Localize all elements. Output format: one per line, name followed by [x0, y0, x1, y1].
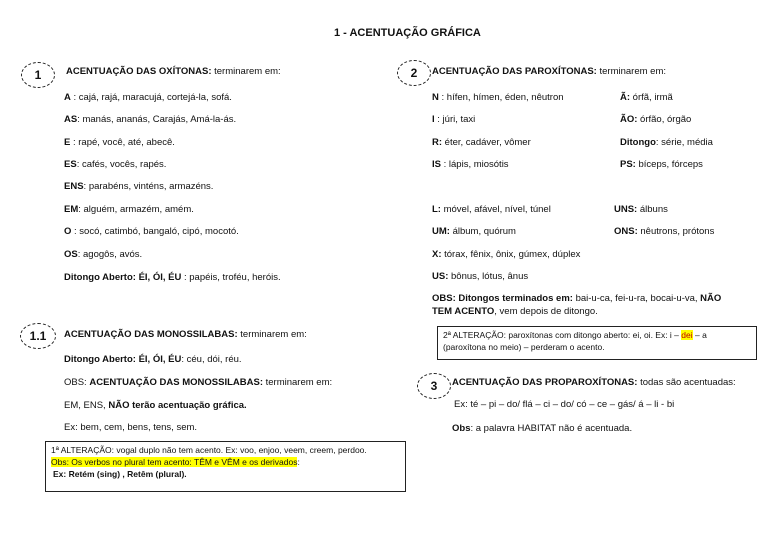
box-line-2: [51, 456, 400, 468]
obs-bold-2: NÃO: [697, 293, 722, 304]
row-key: UM:: [432, 226, 450, 237]
obs-label: OBS:: [64, 377, 90, 388]
paroxitona-row: [620, 137, 713, 149]
heading-bold: ACENTUAÇÃO DAS OXÍTONAS:: [66, 66, 212, 77]
oxitona-row: [64, 159, 166, 171]
row-value: : lápis, miosótis: [440, 159, 509, 170]
paroxitona-row: [620, 114, 691, 126]
row-key: UNS:: [614, 204, 638, 215]
paroxitona-row: [432, 159, 509, 171]
heading-bold: ACENTUAÇÃO DAS PAROXÍTONAS:: [432, 66, 597, 77]
oxitona-row: [64, 204, 194, 216]
row-value: : manás, ananás, Carajás, Amá-la-ás.: [77, 114, 237, 125]
row-value: bônus, lótus, ânus: [448, 271, 529, 282]
monossilabas-obs-row: [64, 377, 332, 389]
paroxitona-row: [432, 137, 531, 149]
row-value: órfã, irmã: [630, 92, 673, 103]
section-3-heading: [452, 377, 736, 389]
row-value: : socó, catimbó, bangaló, cipó, mocotó.: [71, 226, 239, 237]
section-1-number: 1: [21, 62, 55, 88]
row-key: O: [64, 226, 72, 237]
monossilabas-ditongo-row: [64, 354, 242, 366]
row-value: éter, cadáver, vômer: [442, 137, 531, 148]
heading-bold: ACENTUAÇÃO DAS PROPAROXÍTONAS:: [452, 377, 638, 388]
alteracao-1-box: [45, 441, 406, 492]
section-1-1-number: 1.1: [20, 323, 56, 349]
row-key: AS: [64, 114, 78, 125]
row-value: : céu, dói, réu.: [181, 354, 242, 365]
row-value: : papéis, troféu, heróis.: [181, 272, 281, 283]
row-key: ES: [64, 159, 77, 170]
oxitona-row: [64, 137, 175, 149]
highlighted-text: dei: [681, 330, 693, 340]
proparoxitonas-example: Ex: té – pi – do/ flá – ci – do/ có – ce – gás/ á – li - bi: [454, 399, 675, 410]
proparoxitonas-obs: [452, 423, 632, 435]
row-key: L:: [432, 204, 441, 215]
monossilabas-rule-row: [64, 400, 247, 412]
rule-text: EM, ENS,: [64, 400, 109, 411]
paroxitona-row: [620, 92, 673, 104]
obs-label: Obs: [452, 423, 471, 434]
row-key: ÃO:: [620, 114, 638, 125]
row-value: álbuns: [637, 204, 668, 215]
obs-bold: TEM ACENTO: [432, 306, 495, 317]
highlighted-text: Obs: Os verbos no plural tem acento: TÊM e VÊM e os derivados: [51, 457, 298, 467]
row-key: EM: [64, 204, 79, 215]
paroxitona-row: [614, 226, 714, 238]
obs-rest: : a palavra HABITAT não é acentuada.: [470, 423, 633, 434]
obs-rest: terminarem em:: [262, 377, 333, 388]
row-key: Ditongo: [620, 137, 656, 148]
row-key: PS:: [620, 159, 636, 170]
paroxitona-row: [432, 249, 580, 261]
row-key: IS: [432, 159, 441, 170]
oxitona-row: [64, 181, 213, 193]
paroxitona-row: [614, 204, 668, 216]
heading-rest: terminarem em:: [596, 66, 667, 77]
row-key: R:: [432, 137, 443, 148]
row-value: bíceps, fórceps: [635, 159, 703, 170]
row-value: : alguém, armazém, amém.: [78, 204, 194, 215]
row-value: : rapé, você, até, abecê.: [70, 137, 175, 148]
obs-bold: OBS: Ditongos terminados em:: [432, 293, 573, 304]
obs-rest: , vem depois de ditongo.: [494, 306, 598, 317]
row-value: álbum, quórum: [449, 226, 516, 237]
monossilabas-example: Ex: bem, cem, bens, tens, sem.: [64, 422, 198, 433]
row-key: US:: [432, 271, 449, 282]
row-value: móvel, afável, nível, túnel: [440, 204, 551, 215]
oxitona-row: [64, 249, 142, 261]
box-line-1: [443, 329, 751, 341]
oxitona-row: [64, 114, 236, 126]
row-key: Ditongo Aberto: ÉI, ÓI, ÉU: [64, 272, 182, 283]
row-key: I: [432, 114, 435, 125]
section-3-number: 3: [417, 373, 451, 399]
row-value: : hífen, hímen, éden, nêutron: [438, 92, 564, 103]
row-value: : cafés, vocês, rapés.: [76, 159, 167, 170]
oxitona-row: [64, 272, 281, 284]
paroxitonas-obs-line-2: [432, 306, 598, 318]
box-text-a: 2ª ALTERAÇÃO: paroxítonas com ditongo aberto: ei, oi. Ex: i –: [443, 330, 682, 340]
row-key: E: [64, 137, 71, 148]
heading-rest: terminarem em:: [237, 329, 307, 340]
paroxitona-row: [432, 92, 564, 104]
box-text-b: – a: [692, 330, 707, 340]
row-key: ONS:: [614, 226, 638, 237]
obs-bold: ACENTUAÇÃO DAS MONOSSILABAS:: [89, 377, 263, 388]
row-key: ENS: [64, 181, 84, 192]
section-1-1-heading: [64, 329, 307, 341]
paroxitona-row: [432, 204, 551, 216]
paroxitona-row: [432, 271, 528, 283]
box-line-3: Ex: Retém (sing) , Retêm (plural).: [53, 469, 187, 479]
oxitona-row: [64, 226, 239, 238]
alteracao-2-box: [437, 326, 757, 360]
heading-bold: ACENTUAÇÃO DAS MONOSSILABAS:: [64, 329, 238, 340]
row-key: Ã:: [620, 92, 631, 103]
heading-rest: todas são acentuadas:: [637, 377, 736, 388]
row-key: A: [64, 92, 71, 103]
box-line-1: 1ª ALTERAÇÃO: vogal duplo não tem acento. Ex: voo, enjoo, veem, creem, perdoo.: [51, 445, 367, 455]
oxitona-row: [64, 92, 232, 104]
row-value: : cajá, rajá, maracujá, cortejá-la, sofá.: [70, 92, 232, 103]
obs-rest: bai-u-ca, fei-u-ra, bocai-u-va,: [572, 293, 698, 304]
box-line-2: (paroxítona no meio) – perderam o acento.: [443, 342, 605, 352]
row-key: Ditongo Aberto: ÉI, ÓI, ÉU: [64, 354, 182, 365]
row-key: X:: [432, 249, 442, 260]
row-value: tórax, fênix, ônix, gúmex, dúplex: [441, 249, 581, 260]
row-value: : parabéns, vinténs, armazéns.: [83, 181, 214, 192]
row-key: OS: [64, 249, 78, 260]
section-2-heading: [432, 66, 666, 78]
row-value: órfão, órgão: [637, 114, 692, 125]
paroxitona-row: [432, 114, 475, 126]
row-key: N: [432, 92, 439, 103]
paroxitonas-obs-line-1: [432, 293, 721, 305]
section-2-number: 2: [397, 60, 431, 86]
row-value: nêutrons, prótons: [637, 226, 715, 237]
page-title: 1 - ACENTUAÇÃO GRÁFICA: [334, 27, 481, 39]
section-1-heading: [66, 66, 281, 78]
paroxitona-row: [432, 226, 516, 238]
row-value: : agogôs, avós.: [77, 249, 143, 260]
rule-bold: NÃO terão acentuação gráfica.: [108, 400, 247, 411]
row-value: : série, média: [655, 137, 713, 148]
box-line-2-end: :: [297, 457, 300, 467]
paroxitona-row: [620, 159, 703, 171]
heading-rest: terminarem em:: [211, 66, 281, 77]
row-value: : júri, taxi: [434, 114, 476, 125]
